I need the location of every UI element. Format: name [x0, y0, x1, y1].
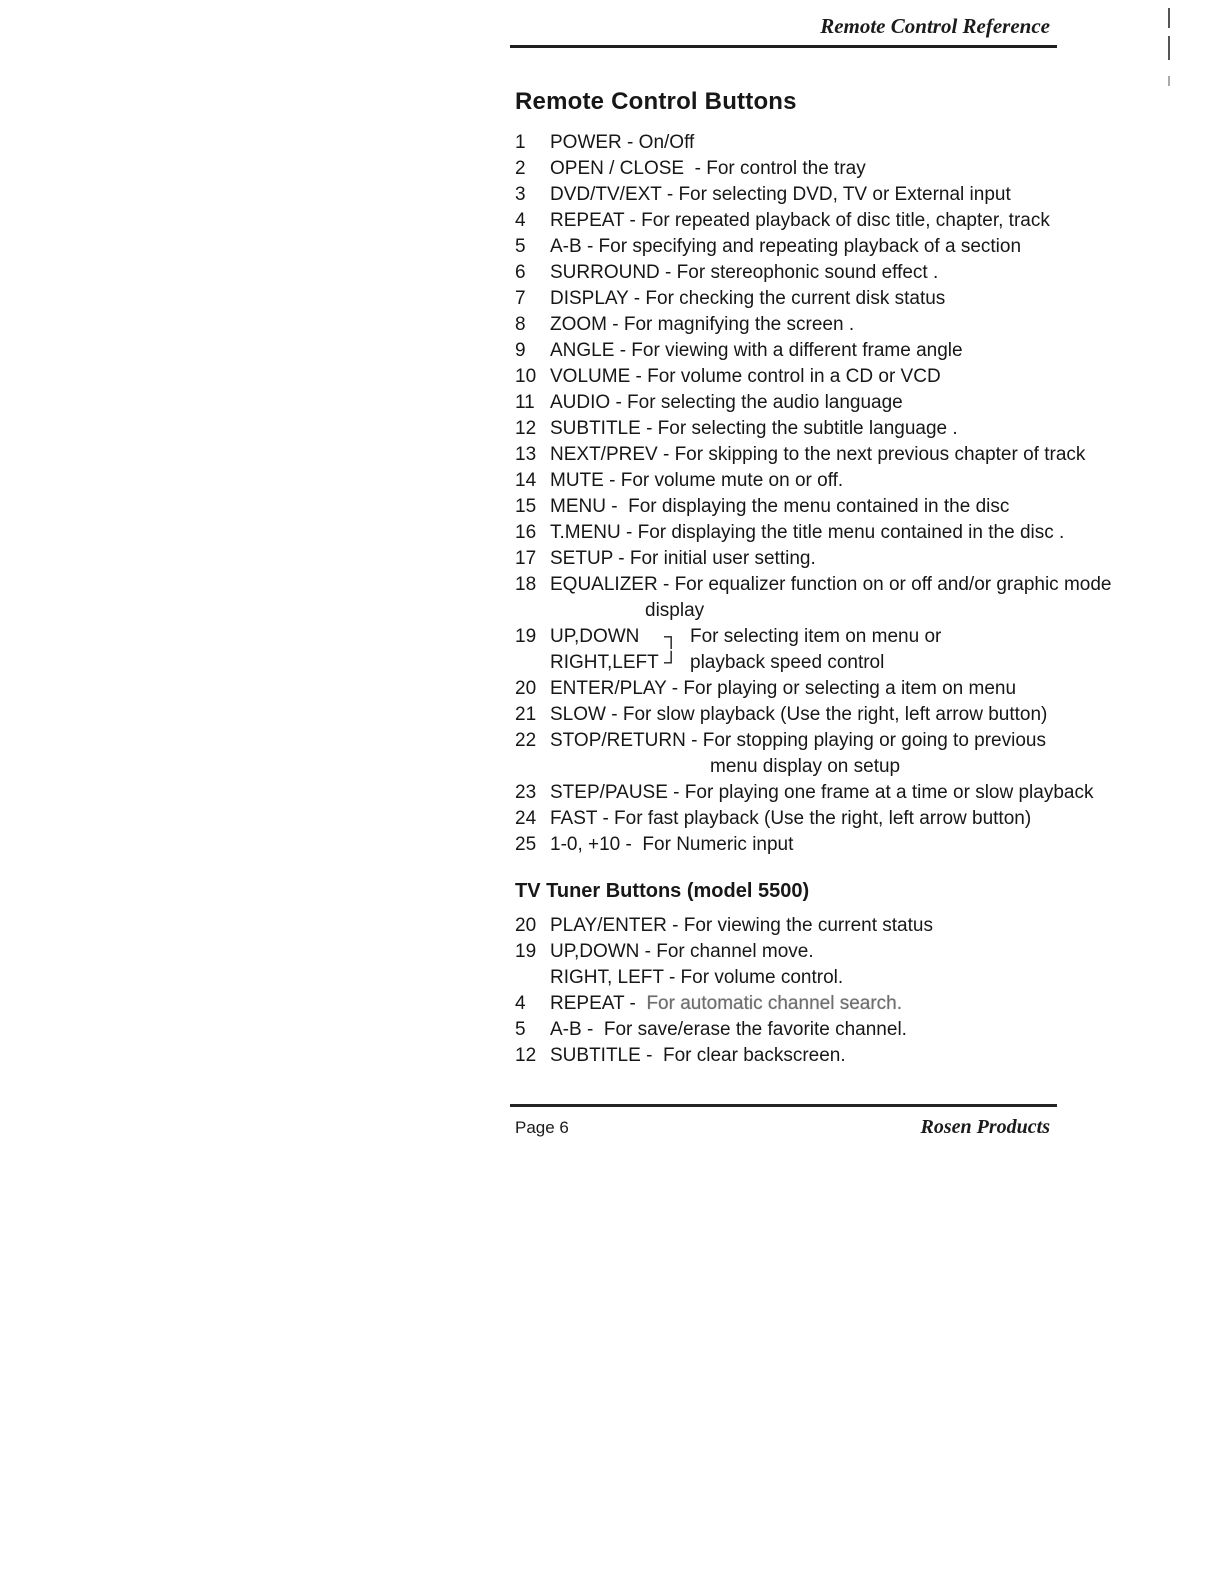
- item-number: 24: [515, 808, 537, 829]
- item-number: 1: [515, 132, 526, 153]
- list-item-continuation: [515, 754, 1160, 780]
- item-number: 12: [515, 1045, 537, 1066]
- list-item: [515, 676, 1160, 702]
- remote-buttons-list: [515, 130, 1160, 858]
- list-item: [515, 913, 1160, 939]
- item-text: MENU - For displaying the menu contained in the disc: [550, 496, 1010, 517]
- list-item: [515, 702, 1160, 728]
- list-item: [515, 416, 1160, 442]
- item-text-faded: For automatic channel search.: [646, 993, 903, 1014]
- item-text: NEXT/PREV - For skipping to the next previous chapter of track: [550, 444, 1086, 465]
- bracket-marks: [664, 624, 690, 676]
- list-item: [515, 572, 1160, 598]
- list-item: [515, 338, 1160, 364]
- item-text: EQUALIZER - For equalizer function on or off and/or graphic mode: [550, 574, 1112, 595]
- item-number: 13: [515, 444, 537, 465]
- item-text: SURROUND - For stereophonic sound effect .: [550, 262, 939, 283]
- item-number: 25: [515, 834, 537, 855]
- list-item: [515, 546, 1160, 572]
- list-item: [515, 130, 1160, 156]
- item-text: AUDIO - For selecting the audio language: [550, 392, 903, 413]
- item-text: A-B - For save/erase the favorite channel.: [550, 1019, 907, 1040]
- item-number: 11: [515, 392, 535, 413]
- item-number: 8: [515, 314, 526, 335]
- item-text: PLAY/ENTER - For viewing the current status: [550, 915, 933, 936]
- list-item: [515, 208, 1160, 234]
- item-text: A-B - For specifying and repeating playback of a section: [550, 236, 1022, 257]
- item-text: MUTE - For volume mute on or off.: [550, 470, 844, 491]
- bracket-texts: [690, 624, 941, 676]
- list-item: [515, 260, 1160, 286]
- item-text: 1-0, +10 - For Numeric input: [550, 834, 794, 855]
- scan-artifact: [1168, 36, 1170, 60]
- list-item: [515, 390, 1160, 416]
- item-text: ZOOM - For magnifying the screen .: [550, 314, 855, 335]
- list-item: [515, 286, 1160, 312]
- item-text: menu display on setup: [710, 756, 901, 777]
- item-text: RIGHT, LEFT - For volume control.: [550, 967, 844, 988]
- item-number: 20: [515, 915, 537, 936]
- item-text: ANGLE - For viewing with a different frame angle: [550, 340, 963, 361]
- list-item: [515, 806, 1160, 832]
- tv-tuner-buttons-list: [515, 913, 1160, 1069]
- item-number: [515, 754, 550, 780]
- item-number: 9: [515, 340, 526, 361]
- list-item: [515, 364, 1160, 390]
- brand-name: Rosen Products: [920, 1116, 1050, 1138]
- running-header: Remote Control Reference: [820, 14, 1050, 38]
- list-item: [515, 728, 1160, 754]
- item-number: 4: [515, 993, 526, 1014]
- item-number: [515, 965, 550, 991]
- item-text: T.MENU - For displaying the title menu contained in the disc .: [550, 522, 1065, 543]
- list-item: [515, 624, 1160, 676]
- item-number: 20: [515, 678, 537, 699]
- list-item: [515, 939, 1160, 965]
- item-number: 22: [515, 730, 537, 751]
- item-number: 10: [515, 366, 537, 387]
- item-text: POWER - On/Off: [550, 132, 695, 153]
- item-text: SETUP - For initial user setting.: [550, 548, 816, 569]
- item-number: 18: [515, 574, 537, 595]
- item-number: 15: [515, 496, 537, 517]
- bracket-texts-line: For selecting item on menu or: [690, 626, 942, 647]
- item-number: 14: [515, 470, 537, 491]
- item-text: DVD/TV/EXT - For selecting DVD, TV or External input: [550, 184, 1011, 205]
- item-text: SUBTITLE - For selecting the subtitle language .: [550, 418, 958, 439]
- item-text: REPEAT - For repeated playback of disc title, chapter, track: [550, 210, 1050, 231]
- list-item: [515, 780, 1160, 806]
- item-number: 23: [515, 782, 537, 803]
- page-title: Remote Control Buttons: [515, 88, 797, 115]
- scan-artifact: [1168, 76, 1170, 86]
- list-item: [515, 182, 1160, 208]
- list-item: [515, 520, 1160, 546]
- bracket-texts-line: playback speed control: [690, 652, 885, 673]
- item-number: 2: [515, 158, 526, 179]
- list-item: [515, 234, 1160, 260]
- bracket-names-line: RIGHT,LEFT: [550, 652, 659, 673]
- item-number: 17: [515, 548, 537, 569]
- item-text: REPEAT - For automatic channel search.: [550, 993, 903, 1014]
- bracket-names: [550, 624, 664, 676]
- bracket-marks-line: ┐: [664, 626, 679, 648]
- item-number: 4: [515, 210, 526, 231]
- page-content: [515, 88, 1160, 1069]
- list-item-continuation: [515, 598, 1160, 624]
- header-rule: [510, 45, 1057, 48]
- item-text: UP,DOWN - For channel move.: [550, 941, 814, 962]
- item-number: 5: [515, 1019, 526, 1040]
- item-number: [515, 598, 550, 624]
- item-number: 16: [515, 522, 537, 543]
- tv-tuner-section-title: TV Tuner Buttons (model 5500): [515, 880, 810, 902]
- list-item: [515, 832, 1160, 858]
- bracket-names-line: UP,DOWN: [550, 626, 640, 647]
- list-item-continuation: [515, 965, 1160, 991]
- item-text: DISPLAY - For checking the current disk status: [550, 288, 946, 309]
- item-text: FAST - For fast playback (Use the right, left arrow button): [550, 808, 1032, 829]
- item-text: SUBTITLE - For clear backscreen.: [550, 1045, 846, 1066]
- bracket-group: [550, 624, 941, 676]
- item-number: 19: [515, 626, 537, 647]
- list-item: [515, 312, 1160, 338]
- item-text: OPEN / CLOSE - For control the tray: [550, 158, 866, 179]
- item-number: 7: [515, 288, 526, 309]
- list-item: [515, 468, 1160, 494]
- item-number: 6: [515, 262, 526, 283]
- item-text: display: [645, 600, 705, 621]
- list-item: [515, 156, 1160, 182]
- item-number: 5: [515, 236, 526, 257]
- list-item: [515, 494, 1160, 520]
- page-number: Page 6: [515, 1118, 569, 1137]
- item-number: 19: [515, 941, 537, 962]
- list-item: [515, 1043, 1160, 1069]
- item-number: 12: [515, 418, 537, 439]
- item-number: 21: [515, 704, 537, 725]
- item-text: ENTER/PLAY - For playing or selecting a item on menu: [550, 678, 1017, 699]
- footer-rule: [510, 1104, 1057, 1107]
- item-text: STEP/PAUSE - For playing one frame at a time or slow playback: [550, 782, 1094, 803]
- item-text: STOP/RETURN - For stopping playing or going to previous: [550, 730, 1046, 751]
- item-number: 3: [515, 184, 526, 205]
- list-item: [515, 442, 1160, 468]
- scan-artifact: [1168, 8, 1170, 28]
- item-text: SLOW - For slow playback (Use the right, left arrow button): [550, 704, 1048, 725]
- list-item: [515, 1017, 1160, 1043]
- list-item: [515, 991, 1160, 1017]
- item-text: VOLUME - For volume control in a CD or VCD: [550, 366, 941, 387]
- bracket-marks-line: ┘: [664, 652, 679, 674]
